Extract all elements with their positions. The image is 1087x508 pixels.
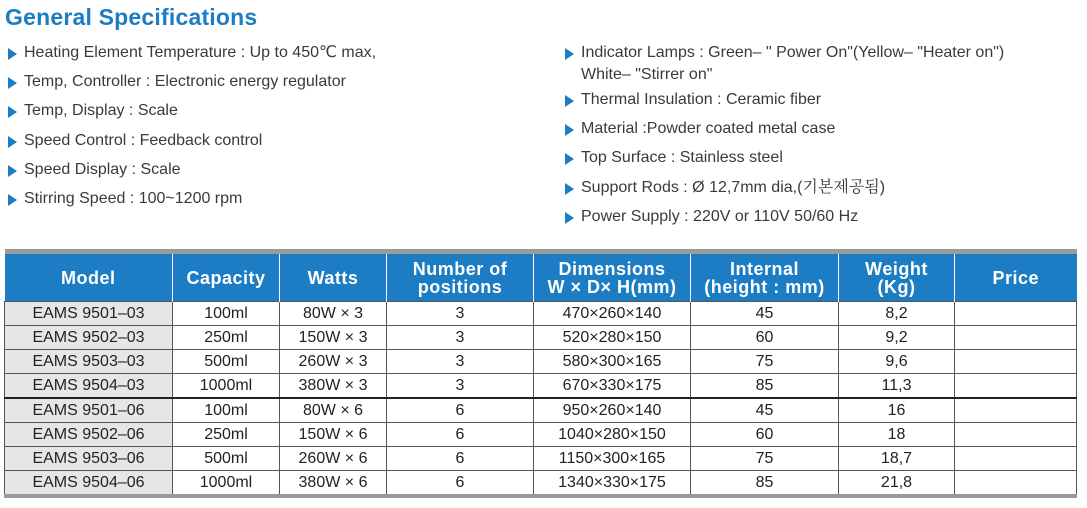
spec-text: Temp, Display : Scale <box>24 102 178 120</box>
triangle-bullet-icon <box>8 106 17 118</box>
table-row <box>5 350 1077 374</box>
spec-text: Heating Element Temperature : Up to 450℃ max, <box>24 44 377 61</box>
table-row <box>5 374 1077 399</box>
cell-positions: 6 <box>387 447 534 471</box>
triangle-bullet-icon <box>565 124 574 136</box>
cell-internal: 60 <box>691 423 839 447</box>
spec-item <box>8 71 528 93</box>
cell-dimensions: 470×260×140 <box>534 302 691 326</box>
cell-price <box>955 423 1077 447</box>
cell-weight: 18 <box>839 423 955 447</box>
header-positions: Number of positions <box>387 252 534 302</box>
spec-item <box>8 42 528 64</box>
cell-price <box>955 398 1077 423</box>
cell-dimensions: 580×300×165 <box>534 350 691 374</box>
cell-model: EAMS 9501–03 <box>5 302 173 326</box>
triangle-bullet-icon <box>565 95 574 107</box>
cell-positions: 6 <box>387 423 534 447</box>
cell-weight: 9,6 <box>839 350 955 374</box>
cell-model: EAMS 9501–06 <box>5 398 173 423</box>
table-row <box>5 398 1077 423</box>
cell-internal: 75 <box>691 350 839 374</box>
spec-table-wrapper <box>4 249 1076 498</box>
header-weight: Weight (Kg) <box>839 252 955 302</box>
cell-price <box>955 447 1077 471</box>
triangle-bullet-icon <box>565 212 574 224</box>
spec-text: Top Surface : Stainless steel <box>581 149 783 167</box>
cell-watts: 80W × 6 <box>280 398 387 423</box>
spec-text: Thermal Insulation : Ceramic fiber <box>581 91 822 108</box>
spec-text: Power Supply : 220V or 110V 50/60 Hz <box>581 207 859 225</box>
triangle-bullet-icon <box>565 153 574 165</box>
header-model: Model <box>5 252 173 302</box>
cell-capacity: 1000ml <box>173 471 280 497</box>
cell-positions: 6 <box>387 398 534 423</box>
cell-price <box>955 471 1077 497</box>
cell-internal: 45 <box>691 398 839 423</box>
cell-watts: 380W × 3 <box>280 374 387 399</box>
cell-positions: 6 <box>387 471 534 497</box>
specs-right-list <box>565 42 1075 235</box>
cell-watts: 260W × 3 <box>280 350 387 374</box>
cell-positions: 3 <box>387 326 534 350</box>
cell-dimensions: 1340×330×175 <box>534 471 691 497</box>
page-title: General Specifications <box>5 4 258 30</box>
cell-dimensions: 1150×300×165 <box>534 447 691 471</box>
cell-capacity: 500ml <box>173 447 280 471</box>
spec-item <box>8 188 528 210</box>
table-row <box>5 423 1077 447</box>
spec-item <box>565 147 1075 169</box>
cell-weight: 9,2 <box>839 326 955 350</box>
cell-price <box>955 350 1077 374</box>
cell-capacity: 1000ml <box>173 374 280 399</box>
triangle-bullet-icon <box>8 48 17 60</box>
spec-text-continuation: White– "Stirrer on" <box>581 66 713 83</box>
cell-positions: 3 <box>387 374 534 399</box>
triangle-bullet-icon <box>8 165 17 177</box>
specs-left-list <box>8 42 528 217</box>
header-dimensions: Dimensions W × D× H(mm) <box>534 252 691 302</box>
spec-text: Speed Display : Scale <box>24 160 181 178</box>
cell-weight: 18,7 <box>839 447 955 471</box>
cell-watts: 260W × 6 <box>280 447 387 471</box>
cell-watts: 150W × 3 <box>280 326 387 350</box>
cell-price <box>955 302 1077 326</box>
spec-text: Material :Powder coated metal case <box>581 120 836 138</box>
spec-item <box>8 130 528 152</box>
spec-item <box>565 177 1075 199</box>
header-price: Price <box>955 252 1077 302</box>
cell-internal: 85 <box>691 374 839 399</box>
cell-weight: 8,2 <box>839 302 955 326</box>
cell-dimensions: 670×330×175 <box>534 374 691 399</box>
cell-watts: 380W × 6 <box>280 471 387 497</box>
spec-table <box>4 249 1077 498</box>
cell-model: EAMS 9503–06 <box>5 447 173 471</box>
cell-positions: 3 <box>387 302 534 326</box>
spec-item <box>8 100 528 122</box>
spec-item <box>565 89 1075 111</box>
spec-item <box>565 118 1075 140</box>
table-row <box>5 326 1077 350</box>
spec-text: Temp, Controller : Electronic energy regulator <box>24 73 346 91</box>
cell-weight: 21,8 <box>839 471 955 497</box>
cell-internal: 85 <box>691 471 839 497</box>
cell-dimensions: 1040×280×150 <box>534 423 691 447</box>
triangle-bullet-icon <box>8 77 17 89</box>
spec-item <box>565 42 1075 86</box>
table-row <box>5 302 1077 326</box>
table-row <box>5 471 1077 497</box>
header-capacity: Capacity <box>173 252 280 302</box>
cell-capacity: 250ml <box>173 423 280 447</box>
triangle-bullet-icon <box>8 136 17 148</box>
cell-internal: 75 <box>691 447 839 471</box>
cell-model: EAMS 9502–03 <box>5 326 173 350</box>
cell-watts: 150W × 6 <box>280 423 387 447</box>
cell-internal: 60 <box>691 326 839 350</box>
table-header-row <box>5 252 1077 302</box>
triangle-bullet-icon <box>565 183 574 195</box>
cell-positions: 3 <box>387 350 534 374</box>
spec-text: Speed Control : Feedback control <box>24 131 263 149</box>
spec-item <box>565 206 1075 228</box>
header-internal: Internal (height : mm) <box>691 252 839 302</box>
cell-capacity: 100ml <box>173 302 280 326</box>
cell-weight: 16 <box>839 398 955 423</box>
cell-model: EAMS 9502–06 <box>5 423 173 447</box>
spec-text: Stirring Speed : 100~1200 rpm <box>24 189 243 207</box>
cell-watts: 80W × 3 <box>280 302 387 326</box>
spec-item <box>8 159 528 181</box>
cell-internal: 45 <box>691 302 839 326</box>
cell-price <box>955 326 1077 350</box>
spec-text: Support Rods : Ø 12,7mm dia,(기본제공됨) <box>581 178 886 196</box>
cell-dimensions: 950×260×140 <box>534 398 691 423</box>
cell-capacity: 250ml <box>173 326 280 350</box>
cell-capacity: 100ml <box>173 398 280 423</box>
table-row <box>5 447 1077 471</box>
spec-text: Indicator Lamps : Green– " Power On"(Yellow– "Heater on") <box>581 44 1005 61</box>
cell-dimensions: 520×280×150 <box>534 326 691 350</box>
header-watts: Watts <box>280 252 387 302</box>
cell-model: EAMS 9504–06 <box>5 471 173 497</box>
cell-price <box>955 374 1077 399</box>
triangle-bullet-icon <box>8 194 17 206</box>
cell-weight: 11,3 <box>839 374 955 399</box>
cell-capacity: 500ml <box>173 350 280 374</box>
triangle-bullet-icon <box>565 48 574 60</box>
cell-model: EAMS 9503–03 <box>5 350 173 374</box>
cell-model: EAMS 9504–03 <box>5 374 173 399</box>
